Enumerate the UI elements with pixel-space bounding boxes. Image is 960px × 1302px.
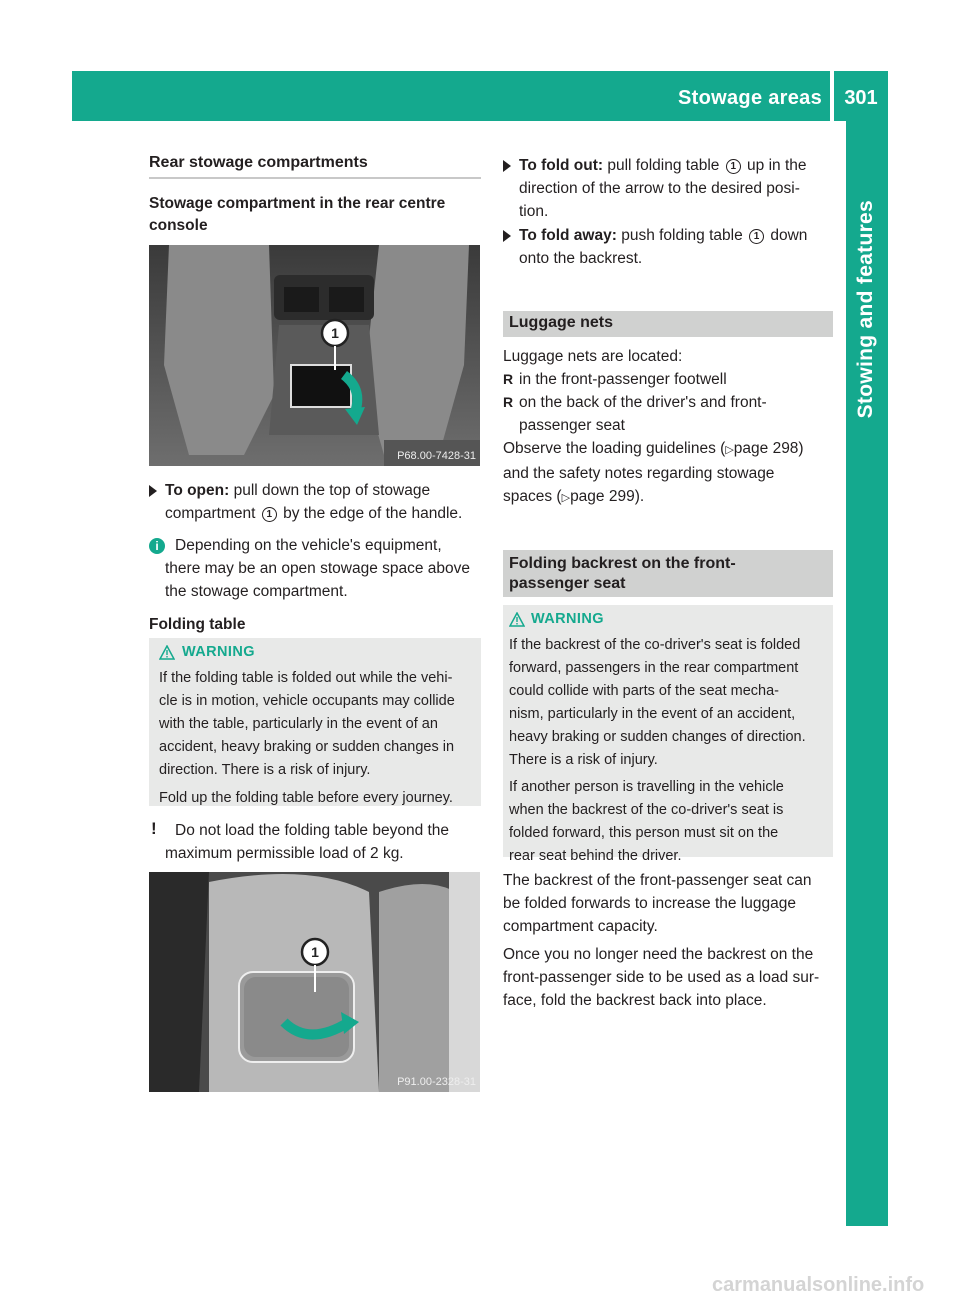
subheading-centre-console: Stowage compartment in the rear centre console — [149, 195, 446, 234]
backrest-paragraphs — [503, 869, 843, 1012]
step-arrow-icon — [149, 485, 157, 497]
step-fold-away — [503, 224, 838, 270]
step-text: pull down the top of stowage — [233, 482, 431, 499]
step-text: push folding table — [621, 227, 743, 244]
warning-line: If the backrest of the co-driver's seat is folded — [509, 637, 801, 653]
warning-line: If the folding table is folded out while the vehi- — [159, 670, 453, 686]
notice-line: maximum permissible load of 2 kg. — [165, 845, 404, 862]
figure-folding-table — [149, 872, 480, 1092]
callout-1-icon: 1 — [749, 229, 764, 244]
warning-line: with the table, particularly in the event of an — [159, 716, 438, 732]
bullet-text: passenger seat — [519, 417, 625, 434]
warning-icon — [509, 612, 525, 632]
warning-action-line: folded forward, this person must sit on the — [509, 825, 779, 841]
step-label: To open: — [165, 482, 230, 499]
step-fold-out — [503, 154, 838, 223]
bullet-text: on the back of the driver's and front- — [519, 394, 767, 411]
step-text: onto the backrest. — [519, 250, 643, 267]
warning-text — [159, 667, 479, 810]
step-arrow-icon — [503, 230, 511, 242]
page-ref-link[interactable]: page 299). — [570, 488, 645, 505]
chapter-title: Stowing and features — [854, 200, 877, 419]
step-label: To fold away: — [519, 227, 617, 244]
paragraph-line: face, fold the backrest back into place. — [503, 992, 767, 1009]
figure-code: P91.00-2328-31 — [397, 1076, 476, 1088]
info-line: Depending on the vehicle's equipment, — [175, 537, 442, 554]
warning-line: accident, heavy braking or sudden changes in — [159, 739, 455, 755]
page-ref-link[interactable]: page 298) — [733, 440, 804, 457]
heading-line: Folding backrest on the front- — [509, 555, 736, 572]
page-number: 301 — [844, 87, 878, 109]
bullet-icon: R — [503, 394, 514, 410]
warning-action-line: when the backrest of the co-driver's seat is — [509, 802, 784, 818]
heading-bar-folding-backrest — [503, 550, 833, 597]
folding-table-illustration — [149, 872, 480, 1092]
paragraph-text: Observe the loading guidelines ( — [503, 440, 726, 457]
warning-action: Fold up the folding table before every journey. — [159, 790, 453, 806]
figure-stowage-compartment — [149, 245, 480, 466]
figure-code: P68.00-7428-31 — [397, 450, 476, 462]
step-text: by the edge of the handle. — [283, 505, 463, 522]
heading-luggage-nets: Luggage nets — [509, 314, 614, 331]
subheading-folding-table: Folding table — [149, 616, 246, 633]
heading-folding-backrest — [509, 554, 736, 594]
warning-line: heavy braking or sudden changes of direction. — [509, 729, 806, 745]
step-arrow-icon — [503, 160, 511, 172]
paragraph-line: compartment capacity. — [503, 918, 658, 935]
paragraph-text: and the safety notes regarding stowage — [503, 465, 775, 482]
luggage-nets-text — [503, 345, 838, 510]
heading-rear-stowage: Rear stowage compartments — [149, 154, 368, 171]
info-note — [165, 534, 485, 603]
step-to-open — [149, 479, 484, 525]
step-text: tion. — [519, 203, 549, 220]
warning-line: direction. There is a risk of injury. — [159, 762, 371, 778]
warning-text — [509, 634, 833, 868]
notice-text — [165, 819, 485, 865]
callout-1-icon: 1 — [262, 507, 277, 522]
step-text: down — [770, 227, 808, 244]
section-title: Stowage areas — [678, 87, 822, 109]
paragraph-line: Once you no longer need the backrest on the — [503, 946, 814, 963]
warning-title: WARNING — [531, 611, 604, 627]
bullet-icon: R — [503, 371, 514, 387]
stowage-compartment-illustration — [149, 245, 480, 466]
watermark: carmanualsonline.info — [712, 1274, 925, 1296]
warning-action-line: rear seat behind the driver. — [509, 848, 682, 864]
page-ref-icon: ▷ — [561, 492, 571, 504]
page-ref-icon: ▷ — [725, 444, 734, 456]
paragraph-line: Luggage nets are located: — [503, 348, 683, 365]
paragraph-line: front-passenger side to be used as a load sur- — [503, 969, 820, 986]
callout-number: 1 — [311, 944, 319, 960]
notice-icon: ! — [151, 819, 157, 838]
warning-line: There is a risk of injury. — [509, 752, 658, 768]
paragraph-line: The backrest of the front-passenger seat can — [503, 872, 812, 889]
step-label: To fold out: — [519, 157, 604, 174]
step-text: up in the — [747, 157, 807, 174]
heading-bar-luggage-nets — [503, 311, 833, 337]
heading-rule — [149, 177, 481, 179]
callout-1-icon: 1 — [726, 159, 741, 174]
warning-title: WARNING — [182, 644, 255, 660]
step-text: compartment — [165, 505, 256, 522]
info-line: the stowage compartment. — [165, 583, 348, 600]
warning-line: cle is in motion, vehicle occupants may collide — [159, 693, 455, 709]
paragraph-line: be folded forwards to increase the luggage — [503, 895, 796, 912]
warning-line: nism, particularly in the event of an accident, — [509, 706, 796, 722]
info-icon: i — [149, 538, 165, 554]
warning-line: forward, passengers in the rear compartment — [509, 660, 799, 676]
step-text: pull folding table — [607, 157, 720, 174]
step-text: direction of the arrow to the desired posi- — [519, 180, 800, 197]
warning-action-line: If another person is travelling in the vehicle — [509, 779, 784, 795]
warning-box-backrest — [503, 605, 833, 864]
notice-line: Do not load the folding table beyond the — [175, 822, 450, 839]
callout-number: 1 — [331, 325, 339, 341]
warning-box-folding-table — [149, 638, 481, 806]
warning-icon — [159, 645, 175, 665]
bullet-text: in the front-passenger footwell — [519, 371, 727, 388]
info-line: there may be an open stowage space above — [165, 560, 471, 577]
warning-line: could collide with parts of the seat mecha- — [509, 683, 779, 699]
heading-line: passenger seat — [509, 575, 626, 592]
paragraph-text: spaces ( — [503, 488, 562, 505]
